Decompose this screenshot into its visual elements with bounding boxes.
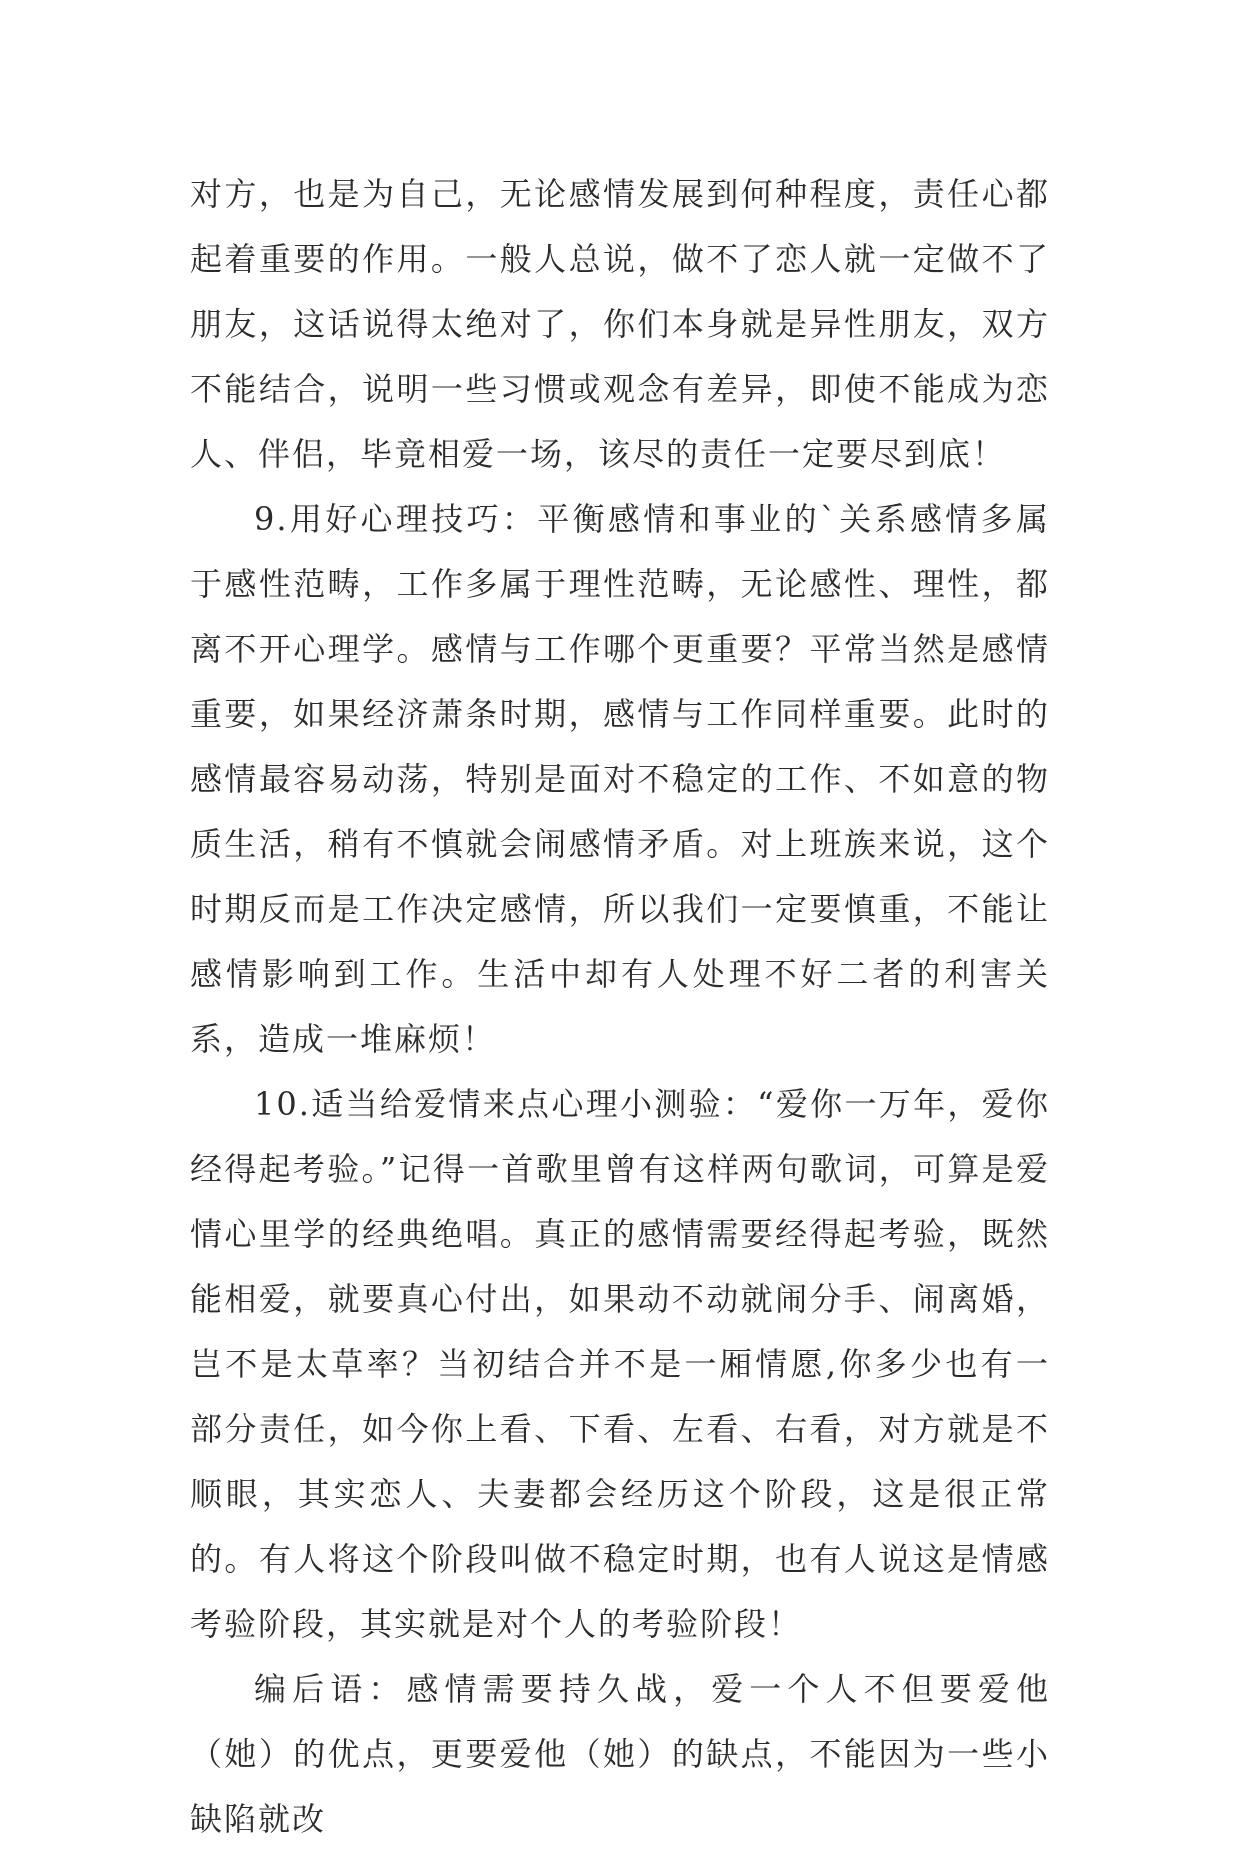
paragraph-tip-10: 10.适当给爱情来点心理小测验：“爱你一万年，爱你经得起考验。”记得一首歌里曾有这样两句歌词，可算是爱情心里学的经典绝唱。真正的感情需要经得起考验，既然能相爱，就要真心付出，如果动不动就闹分手、闹离婚，岂不是太草率？当初结合并不是一厢情愿,你多少也有一部分责任，如今你上看、下看、左看、右看，对方就是不顺眼，其实恋人、夫妻都会经历这个阶段，这是很正常的。有人将这个阶段叫做不稳定时期，也有人说这是情感考验阶段，其实就是对个人的考验阶段！ xyxy=(190,1085,1050,1643)
paragraph-editor-note: 编后语：感情需要持久战，爱一个人不但要爱他（她）的优点，更要爱他（她）的缺点，不能因为一些小缺陷就改 xyxy=(190,1670,1050,1838)
paragraph-tip-9: 9.用好心理技巧：平衡感情和事业的`关系感情多属于感性范畴，工作多属于理性范畴，无论感性、理性，都离不开心理学。感情与工作哪个更重要？平常当然是感情重要，如果经济萧条时期，感情与工作同样重要。此时的感情最容易动荡，特别是面对不稳定的工作、不如意的物质生活，稍有不慎就会闹感情矛盾。对上班族来说，这个时期反而是工作决定感情，所以我们一定要慎重，不能让感情影响到工作。生活中却有人处理不好二者的利害关系，造成一堆麻烦！ xyxy=(190,500,1050,1058)
paragraph-responsibility: 对方，也是为自己，无论感情发展到何种程度，责任心都起着重要的作用。一般人总说，做不了恋人就一定做不了朋友，这话说得太绝对了，你们本身就是异性朋友，双方不能结合，说明一些习惯或观念有差异，即使不能成为恋人、伴侣，毕竟相爱一场，该尽的责任一定要尽到底！ xyxy=(190,175,1050,473)
document-body xyxy=(190,162,1050,1852)
